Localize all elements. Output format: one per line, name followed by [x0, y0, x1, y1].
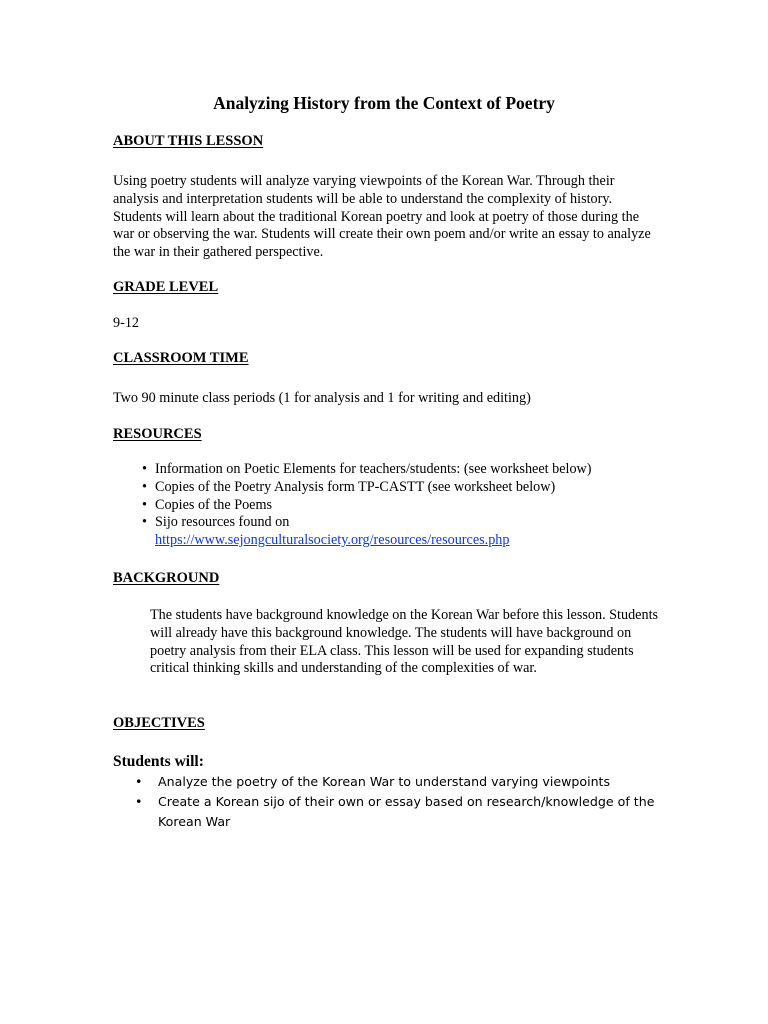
list-item — [133, 792, 663, 832]
background-body: The students have background knowledge on the Korean War before this lesson. Students will already have this background knowledge. The students will have background on poetry analysis from their ELA class. This lesson will be used for expanding students critical thinking skills and understanding of the complexities of war. — [150, 607, 659, 677]
list-item — [140, 461, 660, 479]
about-body: Using poetry students will analyze varying viewpoints of the Korean War. Through their analysis and interpretation students will be able to understand the complexity of history. Students will learn about the traditional Korean poetry and look at poetry of those during the war or observing the war. Students will create their own poem and/or write an essay to analyze the war in their gathered perspective. — [113, 173, 651, 261]
resource-item-text: Copies of the Poetry Analysis form TP-CASTT (see worksheet below) — [155, 478, 556, 495]
objectives-heading: OBJECTIVES — [113, 715, 205, 731]
background-heading: BACKGROUND — [113, 570, 220, 586]
grade-level-value: 9-12 — [113, 315, 140, 331]
list-item — [140, 497, 660, 515]
objective-item-text: Analyze the poetry of the Korean War to understand varying viewpoints — [158, 774, 611, 789]
resources-heading: RESOURCES — [113, 426, 202, 442]
bullet-icon: • — [142, 461, 147, 477]
students-will-subheading: Students will: — [113, 753, 204, 770]
classroom-time-heading: CLASSROOM TIME — [113, 350, 249, 366]
objective-item-text: Create a Korean sijo of their own or essay based on research/knowledge of the Korean War — [158, 794, 655, 829]
resource-item-text: Copies of the Poems — [155, 496, 273, 513]
classroom-time-value: Two 90 minute class periods (1 for analysis and 1 for writing and editing) — [113, 390, 531, 406]
document-title: Analyzing History from the Context of Poetry — [213, 93, 555, 113]
bullet-icon: • — [142, 496, 147, 513]
objectives-list — [133, 772, 663, 832]
list-item — [140, 514, 660, 550]
bullet-icon: • — [135, 774, 143, 789]
resource-item-text: Information on Poetic Elements for teachers/students: (see worksheet below) — [155, 461, 592, 477]
sijo-resources-link[interactable]: https://www.sejongculturalsociety.org/resources/resources.php — [155, 532, 510, 549]
grade-level-heading: GRADE LEVEL — [113, 279, 219, 295]
bullet-icon: • — [142, 478, 147, 495]
list-item — [140, 479, 660, 497]
bullet-icon: • — [142, 514, 147, 531]
resources-list — [140, 461, 660, 550]
bullet-icon: • — [135, 794, 143, 809]
about-heading: ABOUT THIS LESSON — [113, 133, 264, 149]
resource-item-text: Sijo resources found on — [155, 514, 290, 531]
list-item — [133, 772, 663, 792]
